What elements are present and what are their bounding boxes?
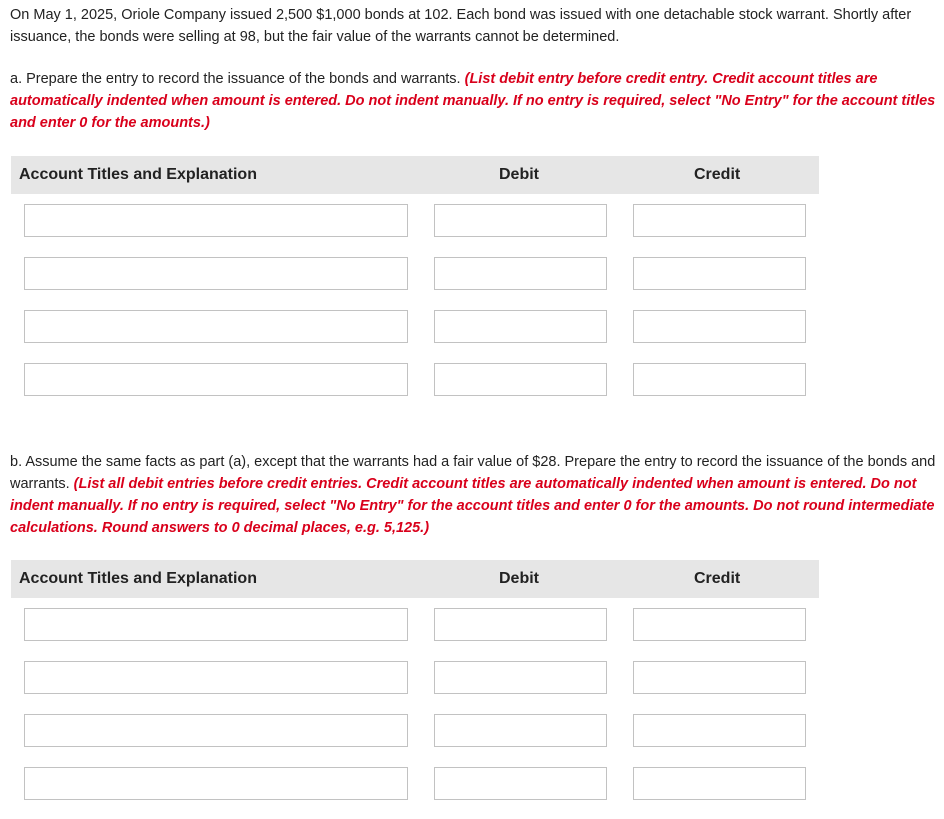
- part-b-table-header: [11, 560, 819, 598]
- part-b-row-2-account-input[interactable]: [24, 661, 408, 694]
- part-a-row-2-debit-input[interactable]: [434, 257, 607, 290]
- part-b-prompt: [10, 451, 940, 539]
- part-a-table-header: [11, 156, 819, 194]
- column-header-credit: Credit: [694, 570, 741, 587]
- part-b-row-4-debit-input[interactable]: [434, 767, 607, 800]
- part-b-row-1-debit-input[interactable]: [434, 608, 607, 641]
- part-a-row-3-credit-input[interactable]: [633, 310, 806, 343]
- part-a-row-2-account-input[interactable]: [24, 257, 408, 290]
- part-b-row-4-credit-input[interactable]: [633, 767, 806, 800]
- part-b-row-4-account-input[interactable]: [24, 767, 408, 800]
- part-a-row-1-debit-input[interactable]: [434, 204, 607, 237]
- part-b-row-2-debit-input[interactable]: [434, 661, 607, 694]
- column-header-account: Account Titles and Explanation: [19, 166, 257, 183]
- part-b-row-1-account-input[interactable]: [24, 608, 408, 641]
- part-a-row-2-credit-input[interactable]: [633, 257, 806, 290]
- part-b-instructions: (List all debit entries before credit entries. Credit account titles are automatically indented when amount is entered. Do not indent manually. If no entry is required, select "No Entry" for the account titles and enter 0 for the amounts. Do not round intermediate calculations. Round answers to 0 decimal places, e.g. 5,125.): [10, 476, 935, 536]
- part-b-row-3-credit-input[interactable]: [633, 714, 806, 747]
- part-a-row-4-credit-input[interactable]: [633, 363, 806, 396]
- part-b-row-2-credit-input[interactable]: [633, 661, 806, 694]
- part-a-row-3-account-input[interactable]: [24, 310, 408, 343]
- part-b-row-3-debit-input[interactable]: [434, 714, 607, 747]
- problem-statement: On May 1, 2025, Oriole Company issued 2,500 $1,000 bonds at 102. Each bond was issued with one detachable stock warrant. Shortly after issuance, the bonds were selling at 98, but the fair value of the warrants cannot be determined.: [10, 7, 912, 45]
- part-a-row-3-debit-input[interactable]: [434, 310, 607, 343]
- part-a-row-1-account-input[interactable]: [24, 204, 408, 237]
- part-b-question: b. Assume the same facts as part (a), except that the warrants had a fair value of $28. Prepare the entry to record the issuance of the bonds and warrants.: [10, 454, 936, 492]
- part-a-row-4-debit-input[interactable]: [434, 363, 607, 396]
- part-a-row-4-account-input[interactable]: [24, 363, 408, 396]
- part-a-question: a. Prepare the entry to record the issuance of the bonds and warrants.: [10, 71, 461, 87]
- part-b-row-3-account-input[interactable]: [24, 714, 408, 747]
- column-header-account: Account Titles and Explanation: [19, 570, 257, 587]
- part-b-row-1-credit-input[interactable]: [633, 608, 806, 641]
- column-header-debit: Debit: [499, 166, 539, 183]
- column-header-credit: Credit: [694, 166, 741, 183]
- part-a-row-1-credit-input[interactable]: [633, 204, 806, 237]
- part-a-instructions: (List debit entry before credit entry. Credit account titles are automatically indented when amount is entered. Do not indent manually. If no entry is required, select "No Entry" for the account titles and enter 0 for the amounts.): [10, 71, 936, 131]
- part-a-prompt: [10, 68, 940, 134]
- column-header-debit: Debit: [499, 570, 539, 587]
